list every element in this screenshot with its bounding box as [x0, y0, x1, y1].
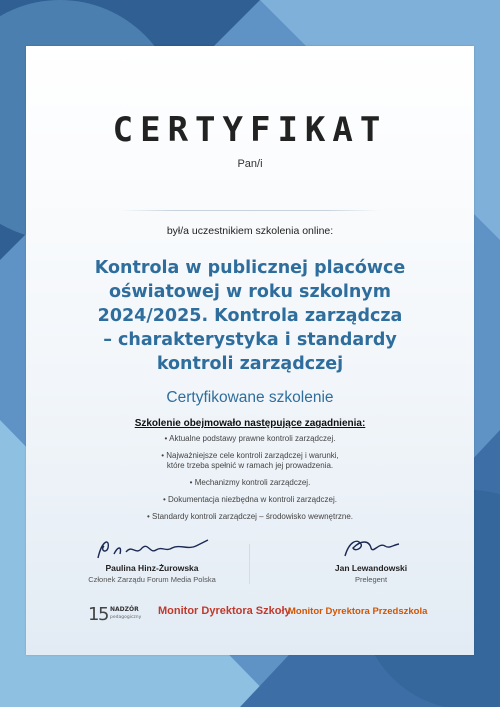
- signature-block-right: [276, 536, 466, 584]
- svg-text:NADZÓR: NADZÓR: [110, 606, 139, 613]
- partner-logos: [26, 602, 474, 624]
- svg-text:pedagogiczny: pedagogiczny: [110, 615, 142, 620]
- signature-image: [92, 536, 212, 562]
- signature-block-left: [52, 536, 252, 584]
- course-title-line: 2024/2025. Kontrola zarządcza: [97, 306, 403, 326]
- topic-text: • Mechanizmy kontroli zarządczej.: [189, 478, 311, 487]
- signatory-role: Prelegent: [354, 575, 388, 584]
- topic-text: które trzeba spełnić w ramach jej prowadzenia.: [166, 461, 334, 470]
- topic-item: [86, 451, 414, 471]
- topic-text: • Standardy kontroli zarządczej – środowisko wewnętrzne.: [146, 512, 353, 521]
- topic-item: [86, 512, 414, 522]
- signatory-name: Paulina Hinz-Żurowska: [105, 563, 199, 573]
- nadzor-pedagogiczny-logo: [88, 602, 148, 629]
- course-title-line: oświatowej w roku szkolnym: [109, 282, 391, 302]
- recipient-line: [120, 210, 380, 211]
- monitor-dyrektora-szkoly-logo: Monitor Dyrektora Szkoły: [158, 605, 291, 617]
- topic-text: • Najważniejsze cele kontroli zarządczej i warunki,: [161, 451, 339, 460]
- monitor-dyrektora-przedszkola-logo: Monitor Dyrektora Przedszkola: [288, 606, 428, 617]
- certificate-title: CERTYFIKAT: [112, 110, 388, 150]
- participation-statement: był/a uczestnikiem szkolenia online:: [166, 225, 334, 237]
- signatory-role: Członek Zarządu Forum Media Polska: [88, 575, 216, 584]
- topic-item: [86, 434, 414, 444]
- course-title: [70, 256, 430, 376]
- course-title-line: kontroli zarządczej: [156, 354, 344, 374]
- certified-training-label: Certyfikowane szkolenie: [166, 389, 334, 406]
- topic-text: • Dokumentacja niezbędna w kontroli zarządczej.: [162, 495, 337, 504]
- signature-image: [331, 536, 411, 562]
- topic-item: [86, 495, 414, 505]
- nadzor-logo-mark: [88, 602, 148, 624]
- course-title-line: – charakterystyka i standardy: [103, 330, 397, 350]
- svg-text:5: 5: [98, 604, 110, 624]
- topics-list: [86, 434, 414, 529]
- svg-text:1: 1: [88, 604, 100, 624]
- signatory-name: Jan Lewandowski: [334, 563, 408, 573]
- signature-divider: [249, 544, 250, 584]
- topic-text: • Aktualne podstawy prawne kontroli zarządczej.: [164, 434, 336, 443]
- topic-item: [86, 478, 414, 488]
- topics-heading: Szkolenie obejmowało następujące zagadnienia:: [134, 418, 366, 429]
- certificate-paper: [26, 46, 474, 655]
- course-title-line: Kontrola w publicznej placówce: [94, 258, 406, 278]
- recipient-label: Pan/i: [237, 158, 263, 170]
